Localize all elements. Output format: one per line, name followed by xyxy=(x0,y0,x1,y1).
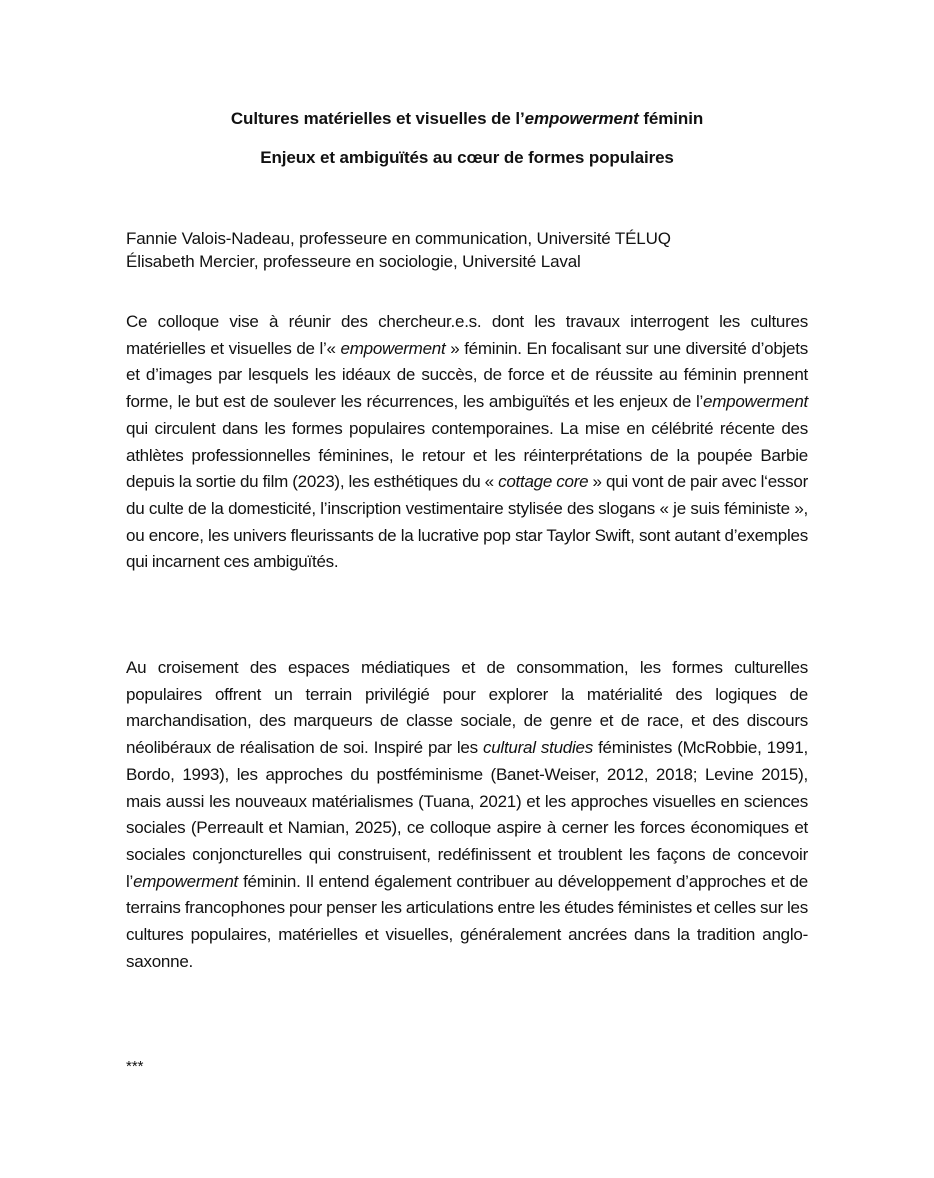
title-italic-term: empowerment xyxy=(524,109,639,128)
document-subtitle: Enjeux et ambiguïtés au cœur de formes populaires xyxy=(260,148,674,167)
paragraph-text: » qui vont de pair avec l‘essor du culte de la domesticité, l’inscription vestimentaire stylisée des slogans « je suis féministe », ou encore, les univers fleurissants de la lucrative pop star Taylor Swift, sont autant d’exemples qui incarnent ces ambiguïtés. xyxy=(126,472,809,572)
author-list xyxy=(126,227,671,273)
section-separator: *** xyxy=(126,1058,144,1075)
italic-term: empowerment xyxy=(133,871,239,891)
paragraph-text: féministes (McRobbie, 1991, Bordo, 1993), les approches du postféminisme (Banet-Weiser, 2012, 2018; Levine 2015), mais aussi les nouveaux matérialismes (Tuana, 2021) et les approches visuelles en sciences sociales (Perreault et Namian, 2025), ce colloque aspire à cerner les forces économiques et sociales conjoncturelles qui construisent, redéfinissent et troublent les façons de concevoir l’ xyxy=(126,738,808,891)
author-line: Élisabeth Mercier, professeure en sociologie, Université Laval xyxy=(126,252,581,271)
author-line: Fannie Valois-Nadeau, professeure en communication, Université TÉLUQ xyxy=(126,229,671,248)
document-title xyxy=(126,109,808,129)
italic-term: empowerment xyxy=(703,392,808,412)
italic-term: empowerment xyxy=(340,338,446,358)
paragraph-introduction xyxy=(126,309,808,576)
italic-term: cultural studies xyxy=(482,738,593,758)
italic-term: cottage core xyxy=(498,472,589,492)
paragraph-text: féminin. Il entend également contribuer au développement d’approches et de terrains francophones pour penser les articulations entre les études féministes et celles sur les cultures populaires, matérielles et visuelles, généralement ancrées dans la tradition anglo-saxonne. xyxy=(126,871,808,971)
title-text-before: Cultures matérielles et visuelles de l’ xyxy=(230,109,525,128)
paragraph-text: » féminin. En focalisant sur une diversité d’objets et d’images par lesquels les idéaux de succès, de force et de réussite au féminin prennent forme, le but est de soulever les récurrences, les ambiguïtés et les enjeux de l’ xyxy=(126,338,808,412)
paragraph-text: qui circulent dans les formes populaires contemporaines. La mise en célébrité récente des athlètes professionnelles féminines, le retour et les réinterprétations de la poupée Barbie depuis la sortie du film (2023), les esthétiques du « xyxy=(126,418,808,492)
paragraph-text: Ce colloque vise à réunir des chercheur.e.s. dont les travaux interrogent les cultures matérielles et visuelles de l’« xyxy=(126,312,808,358)
paragraph-context xyxy=(126,655,808,975)
title-text-after: féminin xyxy=(638,109,704,128)
paragraph-text: Au croisement des espaces médiatiques et de consommation, les formes culturelles populaires offrent un terrain privilégié pour explorer la matérialité des logiques de marchandisation, des marqueurs de classe sociale, de genre et de race, et des discours néolibéraux de réalisation de soi. Inspiré par les xyxy=(126,658,808,758)
